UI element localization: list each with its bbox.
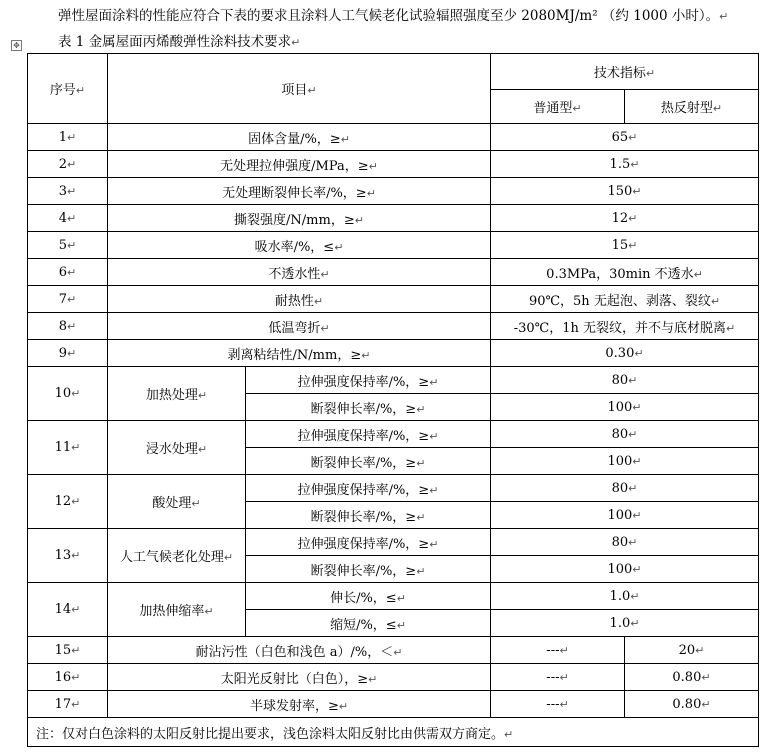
row-number: 3↵ <box>28 178 108 205</box>
row-item: 耐沾污性（白色和浅色 a）/%，＜↵ <box>108 637 491 664</box>
group-name: 人工气候老化处理↵ <box>108 529 246 583</box>
row-reflective-value: 0.80↵ <box>625 664 759 691</box>
row-item: 耐热性↵ <box>108 286 491 313</box>
group-sub-item: 拉伸强度保持率/%，≥↵ <box>246 529 491 556</box>
header-reflective: 热反射型↵ <box>625 90 759 124</box>
row-number: 2↵ <box>28 151 108 178</box>
row-number: 9↵ <box>28 340 108 367</box>
table-row <box>28 286 759 313</box>
row-value: 90℃，5h 无起泡、剥落、裂纹↵ <box>491 286 759 313</box>
table-caption: 表 1 金属屋面丙烯酸弹性涂料技术要求↵ <box>58 34 301 50</box>
row-item: 半球发射率，≥↵ <box>108 691 491 718</box>
row-value: 150↵ <box>491 178 759 205</box>
table-row <box>28 367 759 394</box>
group-sub-value: 100↵ <box>491 502 759 529</box>
table-row <box>28 259 759 286</box>
group-number: 10↵ <box>28 367 108 421</box>
group-sub-value: 80↵ <box>491 367 759 394</box>
row-item: 吸水率/%，≤↵ <box>108 232 491 259</box>
table-move-handle-icon[interactable]: ✥ <box>11 40 22 51</box>
table-row <box>28 313 759 340</box>
group-name: 加热处理↵ <box>108 367 246 421</box>
table-note: 注：仅对白色涂料的太阳反射比提出要求，浅色涂料太阳反射比由供需双方商定。↵ <box>28 718 759 747</box>
row-reflective-value: 0.80↵ <box>625 691 759 718</box>
table-row <box>28 664 759 691</box>
group-sub-item: 拉伸强度保持率/%，≥↵ <box>246 421 491 448</box>
group-sub-value: 1.0↵ <box>491 583 759 610</box>
row-value: 0.3MPa，30min 不透水↵ <box>491 259 759 286</box>
row-number: 7↵ <box>28 286 108 313</box>
group-sub-item: 缩短/%，≤↵ <box>246 610 491 637</box>
table-row <box>28 637 759 664</box>
row-item: 低温弯折↵ <box>108 313 491 340</box>
row-item: 太阳光反射比（白色），≥↵ <box>108 664 491 691</box>
header-item: 项目↵ <box>108 54 491 124</box>
row-value: 15↵ <box>491 232 759 259</box>
group-sub-item: 断裂伸长率/%，≥↵ <box>246 448 491 475</box>
row-item: 无处理拉伸强度/MPa，≥↵ <box>108 151 491 178</box>
row-reflective-value: 20↵ <box>625 637 759 664</box>
group-sub-item: 伸长/%，≤↵ <box>246 583 491 610</box>
group-sub-value: 100↵ <box>491 394 759 421</box>
table-row <box>28 529 759 556</box>
table-row <box>28 421 759 448</box>
group-sub-value: 1.0↵ <box>491 610 759 637</box>
table-row <box>28 718 759 747</box>
group-sub-value: 80↵ <box>491 421 759 448</box>
group-number: 13↵ <box>28 529 108 583</box>
row-normal-value: ---↵ <box>491 637 625 664</box>
group-number: 11↵ <box>28 421 108 475</box>
row-number: 8↵ <box>28 313 108 340</box>
row-item: 不透水性↵ <box>108 259 491 286</box>
table-row <box>28 340 759 367</box>
group-sub-value: 100↵ <box>491 448 759 475</box>
table-row <box>28 232 759 259</box>
row-number: 4↵ <box>28 205 108 232</box>
group-number: 12↵ <box>28 475 108 529</box>
row-number: 17↵ <box>28 691 108 718</box>
row-normal-value: ---↵ <box>491 691 625 718</box>
row-item: 剥离粘结性/N/mm，≥↵ <box>108 340 491 367</box>
row-item: 撕裂强度/N/mm，≥↵ <box>108 205 491 232</box>
row-value: -30℃，1h 无裂纹，并不与底材脱离↵ <box>491 313 759 340</box>
header-normal: 普通型↵ <box>491 90 625 124</box>
table-row <box>28 691 759 718</box>
group-name: 浸水处理↵ <box>108 421 246 475</box>
table-row <box>28 205 759 232</box>
row-item: 无处理断裂伸长率/%，≥↵ <box>108 178 491 205</box>
group-sub-item: 断裂伸长率/%，≥↵ <box>246 556 491 583</box>
table-row <box>28 178 759 205</box>
row-value: 1.5↵ <box>491 151 759 178</box>
group-number: 14↵ <box>28 583 108 637</box>
group-name: 加热伸缩率↵ <box>108 583 246 637</box>
spec-table <box>27 53 759 747</box>
group-sub-item: 拉伸强度保持率/%，≥↵ <box>246 367 491 394</box>
intro-paragraph: 弹性屋面涂料的性能应符合下表的要求且涂料人工气候老化试验辐照强度至少 2080MJ/m² （约 1000 小时）。↵ <box>58 8 729 24</box>
group-sub-item: 拉伸强度保持率/%，≥↵ <box>246 475 491 502</box>
row-number: 5↵ <box>28 232 108 259</box>
row-value: 0.30↵ <box>491 340 759 367</box>
row-number: 15↵ <box>28 637 108 664</box>
table-row <box>28 151 759 178</box>
row-number: 1↵ <box>28 124 108 151</box>
table-row <box>28 54 759 90</box>
group-sub-value: 80↵ <box>491 529 759 556</box>
group-name: 酸处理↵ <box>108 475 246 529</box>
row-item: 固体含量/%，≥↵ <box>108 124 491 151</box>
row-normal-value: ---↵ <box>491 664 625 691</box>
group-sub-item: 断裂伸长率/%，≥↵ <box>246 502 491 529</box>
row-value: 12↵ <box>491 205 759 232</box>
group-sub-item: 断裂伸长率/%，≥↵ <box>246 394 491 421</box>
row-number: 6↵ <box>28 259 108 286</box>
group-sub-value: 100↵ <box>491 556 759 583</box>
group-sub-value: 80↵ <box>491 475 759 502</box>
row-number: 16↵ <box>28 664 108 691</box>
row-value: 65↵ <box>491 124 759 151</box>
header-spec: 技术指标↵ <box>491 54 759 90</box>
table-row <box>28 124 759 151</box>
table-row <box>28 475 759 502</box>
table-row <box>28 583 759 610</box>
header-seq: 序号↵ <box>28 54 108 124</box>
